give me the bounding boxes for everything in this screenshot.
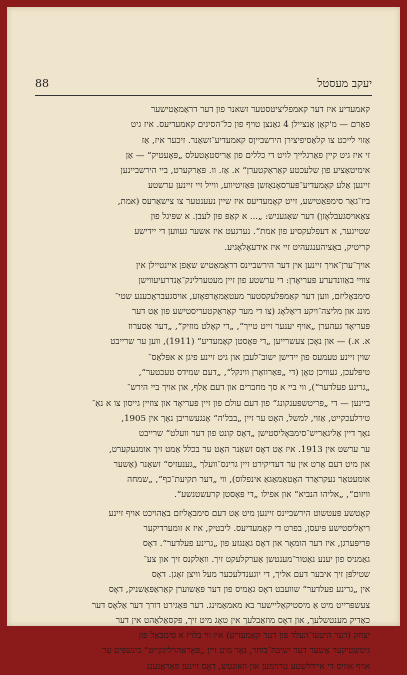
text-line: אין „גרינע פעלדער“ שוועבט דאָס גאַמיס פון דער פּאַשוערן קאַראַפּאַשניק, דאָס (108, 585, 370, 596)
book-page (7, 7, 400, 672)
text-line: צעשפּרייט מיט אַ מיסטיקאַליישער בא מאמאַמינג. דער פּאַגירט דורך דער אַלאָס דער (91, 600, 370, 611)
text-line: שטייגער, א דעפלעקסיע פון אמת“. נערגעט איז אשער געווען די יידישע (134, 227, 370, 238)
text-line: וויזום“, „אליהו הנביא“ און אפילו „די פּאָסטן קרעשטנשע“. (174, 490, 370, 501)
running-head: יעקב מעסטל (317, 77, 372, 90)
text-line: אויף אוויס די איידלשטע טרוימען און וואונטש, דאָס זיינען פּאַראַגענג (146, 661, 370, 672)
text-line: סימבּאָליזם, ווען דער קאַמפּלעקסטער מעטאַמאָרפאָזע, אויסגעבראָכענע שטי־ (114, 291, 370, 302)
text-line: אַזוי לייכט צו קלאַסיפיצירן הירשבייןס קאמעדיע־זשאַנר. זיכער איז, אַז (141, 135, 370, 146)
text-line: שוין זיינע טעמעס פון יידישן ישוב־לעבן און גיט זיינע פיגן א אפּלאַס־ (148, 352, 370, 363)
text-line: פּריפּערגן, איז דער הומאָר און דאָס גאַנגזע פון „גרינע פעלדער“. דאָס (142, 539, 370, 550)
text-line: מונג און מליצה־ויקע דיאַלאָג (צו די מער קאַראַקטעריסטישע פון אַט דער (132, 306, 370, 317)
text-line: אומעטאַר נעקראַרד האָטאַמאַגאַ אינפלוס), ווי „דער תקיעת־כף“, „שמחה (127, 475, 370, 486)
page-number: 88 (35, 77, 49, 90)
text-line: זי איז גיט קיין פאַרגלייך לויט די כללים פון אַריסטאָטעלס „פּאָעטיק“ — אַן (125, 150, 370, 161)
text-line: צוויי באַזונדערע פּעריאָדן: די ערשטע פון זיין מעטערלינק־אַנדרעיעווישן (138, 276, 370, 287)
text-line: גיטשטיקער אַשער דער ישיבה־בוחר, נאָר מיט זיין „פּאַראַהויליגקייט“ בינשפּיט ער (102, 646, 370, 657)
text-line: נאָך דיין אַליגאַריש־סימבּאָליסטישן „דאָס קונט פון דער וועלט“ שרייבט (138, 429, 370, 440)
paragraph (37, 507, 370, 675)
text-line: טיפּלעכן, געוויכן טאָן (די „פּאַרוואָרן ווינקל“, „דעם שמידס טעכטער“, (138, 368, 370, 379)
text-line: פאַרם — מ'קאָן אַנציילן 4 גאַנצן טויף פון כל־הסינים קאמעדיעס. איז גיט (130, 120, 370, 131)
text-line: פּעריאָד געהערן „אויף יענער זייט טייך“, „די קאַלט מוזיק“, „דער אַסערוז (128, 322, 370, 333)
text-line: ריאַליסטישע פּיעסן, בפרט די קאַמעדיעס. ליבטיק, איז א זומערדיקער (143, 524, 370, 535)
text-line: אימיטאַציע פון שלעכטע קאַראַקטערן“ א. אַז. וו. פּאַרקערט, ביי הירשביינען (120, 166, 370, 177)
text-line: קריטיק, באַציהענגעהיט זיי איז אידעאָלאָגיע. (224, 242, 370, 253)
body-text (37, 103, 370, 675)
paragraph (37, 259, 370, 504)
text-line: שטילפּן זיך איבער דעם אליך, די יוגענדלעכער מעל וויצן זאָגן. דאָס (151, 569, 370, 580)
text-line: ביינען — די „פּריטשפּענקונג“ פון דעם עולם פון זיין פּעריאָד און צוזיין גייסון צו א נאַ־ (91, 398, 370, 409)
text-line: און מיט דעם אַרט אין ער דעדיקירט זיין גרינס־וועלך „גענעזיס“ זשאַנר (אַשער (113, 459, 370, 470)
header-rule (35, 95, 372, 96)
text-line: ביז־גאַר סימפּאַטישע, זייט קאָמעדיעס איז שיין נעענטער צו צישאַרעס (אמת, (117, 196, 370, 207)
text-line: צאַאויסגעבלאָזן) דער שאַגעניש: „... א קאַפּ פון לעבן. א שפּיגל פון (150, 212, 370, 223)
page-header (35, 77, 372, 93)
text-line: ער ערשט אין 1913. איז אַט דאָס זשאַנר האָט ער בכלל אַמט זיך אומגעקערט, (109, 444, 370, 455)
text-line: יצחק (דער היטעו־העלד פון דער קאַמעדיע) איז ווי בלויז א סימבּאַל פון (138, 631, 370, 642)
paragraph (37, 103, 370, 256)
text-line: א. א.) — און נאָכן צעשרייען „די פּאָסטן קאַמעדיע“ (1911), ווען ער שרייבט (110, 337, 370, 348)
text-line: אויך־ערן־אויך זיינען אין דער הירשביינס דראַמאַטיש שאַפן איינטיילן אין (136, 260, 370, 271)
text-line: גאַמניס פון יענע נאַטור־מענטשן אַערקלעקט זיך. וואַלקנס זיך און צע־ (143, 554, 370, 565)
text-line: זיינען אַלע קאָמעדיע־פּערסאָנאַזשן פּאַזיטיווע, ווייל זיי זיינען ערשטע (148, 181, 370, 192)
text-line: טירלעכקייט, אַזוי, למשל, האָט ער זיין „בבל'ה“ אָנגעשריבן נאָך אין 1905, (121, 413, 370, 424)
text-line: „גרינע פעלדער“), ווי ביי א סך מחברים און דעם אַלף, און אויך ביי הירש־ (127, 383, 370, 394)
text-line: כאַדיק מענטשלעך, און דאָס מוזאַבלעך אין טאָג מיט זיך, פּקסאַלאַהט אין דער (115, 615, 370, 626)
text-line: קאָטשע פּעטשוט הירשביינס זיינען מיט אַט דעם סימבאָליזם באַהויכט אויף זיינע (108, 508, 370, 519)
text-line: קאמעדיע איז דער קאמפליציטסטער זשאנר פון דער דראַמאַטישער (151, 105, 370, 115)
